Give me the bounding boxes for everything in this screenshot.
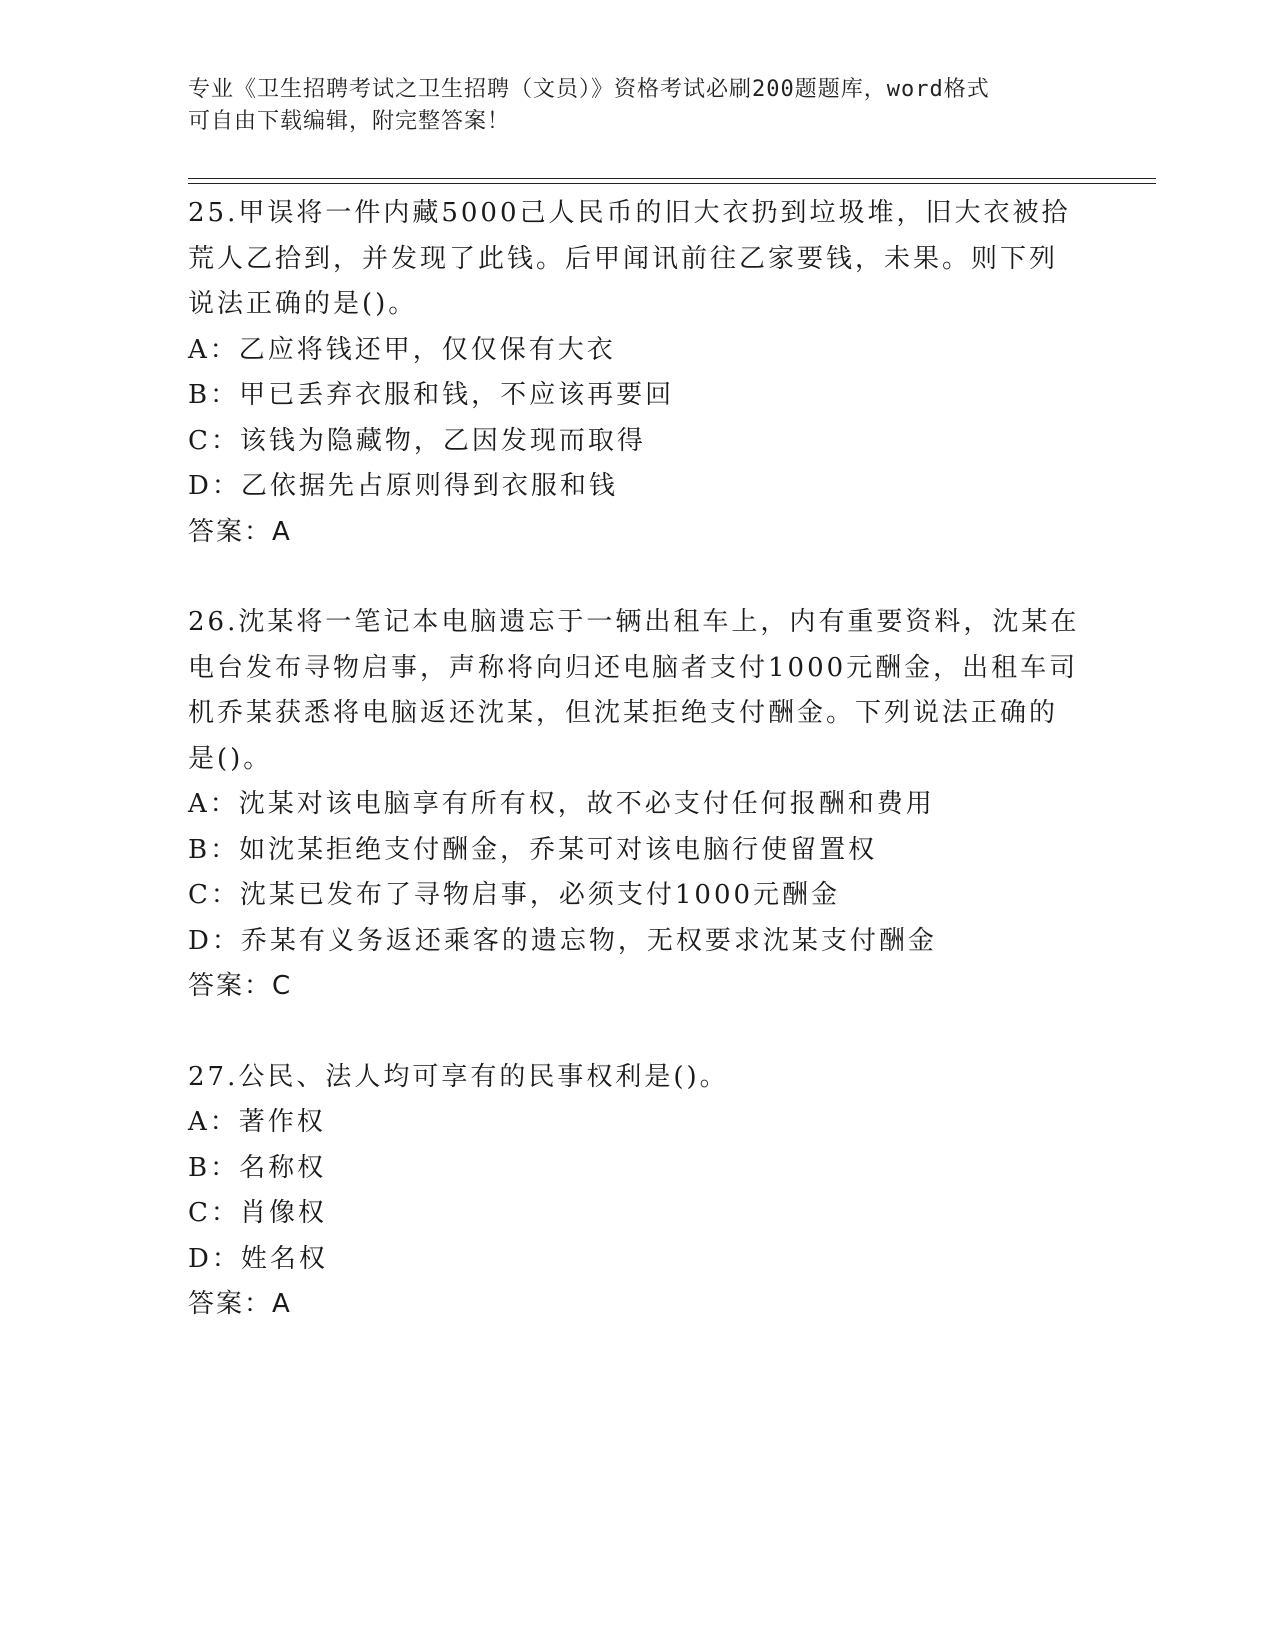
question-spacer	[188, 555, 1088, 600]
question-text-line: 荒人乙拾到，并发现了此钱。后甲闻讯前往乙家要钱，未果。则下列	[188, 243, 1059, 274]
option-a: A：沈某对该电脑享有所有权，故不必支付任何报酬和费用	[188, 789, 935, 819]
question-text-line: 25.甲误将一件内藏5000己人民币的旧大衣扔到垃圾堆，旧大衣被拾	[188, 198, 1071, 228]
option-b: B：甲已丢弃衣服和钱，不应该再要回	[188, 380, 675, 410]
option-c: C：该钱为隐藏物，乙因发现而取得	[188, 425, 646, 456]
question-text-line: 27.公民、法人均可享有的民事权利是()。	[188, 1061, 729, 1092]
option-a: A：著作权	[188, 1107, 326, 1137]
question-text-line: 说法正确的是()。	[188, 289, 418, 319]
answer-line: 答案：A	[188, 516, 292, 547]
question-text-line: 是()。	[188, 743, 273, 774]
option-c: C：沈某已发布了寻物启事，必须支付1000元酬金	[188, 880, 841, 910]
header-line-2: 可自由下载编辑，附完整答案！	[188, 109, 511, 134]
option-c: C：肖像权	[188, 1198, 327, 1228]
question-25	[188, 191, 1088, 555]
answer-line: 答案：C	[188, 971, 293, 1001]
question-27	[188, 1055, 1088, 1328]
option-b: B：如沈某拒绝支付酬金，乔某可对该电脑行使留置权	[188, 834, 878, 865]
header-divider-top	[188, 178, 1156, 179]
question-text-line: 电台发布寻物启事，声称将向归还电脑者支付1000元酬金，出租车司	[188, 652, 1079, 683]
header-divider-bottom	[188, 183, 1156, 184]
option-a: A：乙应将钱还甲，仅仅保有大衣	[188, 334, 616, 365]
header-line-1: 专业《卫生招聘考试之卫生招聘（文员）》资格考试必刷200题题库，word格式	[188, 77, 990, 102]
answer-line: 答案：A	[188, 1289, 292, 1319]
question-spacer	[188, 1010, 1088, 1055]
option-d: D：乙依据先占原则得到衣服和钱	[188, 471, 618, 501]
question-text-line: 机乔某获悉将电脑返还沈某，但沈某拒绝支付酬金。下列说法正确的	[188, 698, 1059, 728]
document-header	[188, 74, 1068, 138]
option-d: D：姓名权	[188, 1243, 328, 1274]
option-d: D：乔某有义务返还乘客的遗忘物，无权要求沈某支付酬金	[188, 925, 937, 956]
question-26	[188, 600, 1088, 1010]
option-b: B：名称权	[188, 1152, 327, 1183]
question-list	[188, 191, 1088, 1328]
question-text-line: 26.沈某将一笔记本电脑遗忘于一辆出租车上，内有重要资料，沈某在	[188, 607, 1080, 637]
